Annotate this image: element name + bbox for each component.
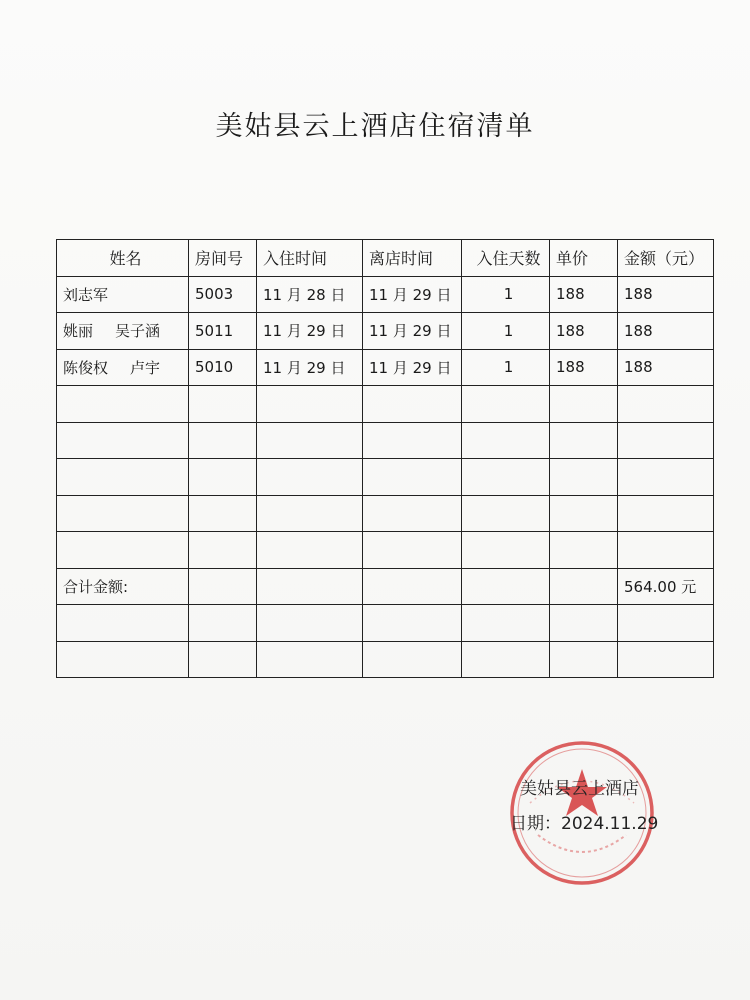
seal-date: 日期：2024.11.29 — [510, 814, 659, 834]
guest-name-cell — [57, 313, 189, 350]
lodging-table — [56, 239, 714, 678]
header-checkout: 离店时间 — [363, 240, 462, 277]
room-cell: 5011 — [189, 313, 257, 350]
checkin-cell: 11 月 28 日 — [257, 276, 363, 313]
total-row — [57, 568, 714, 605]
amount-cell: 188 — [618, 276, 714, 313]
room-cell: 5003 — [189, 276, 257, 313]
guest-name: 陈俊权 — [63, 358, 109, 377]
guest-name: 卢宇 — [130, 358, 161, 377]
empty-row — [57, 605, 714, 642]
header-amount: 金额（元） — [618, 240, 714, 277]
price-cell: 188 — [550, 276, 618, 313]
empty-row — [57, 459, 714, 496]
empty-row — [57, 532, 714, 569]
checkout-cell: 11 月 29 日 — [363, 313, 462, 350]
table-header-row — [57, 240, 714, 277]
header-price: 单价 — [550, 240, 618, 277]
header-days: 入住天数 — [462, 240, 550, 277]
header-room: 房间号 — [189, 240, 257, 277]
room-cell: 5010 — [189, 349, 257, 386]
amount-cell: 188 — [618, 313, 714, 350]
checkin-cell: 11 月 29 日 — [257, 313, 363, 350]
total-value: 564.00 元 — [618, 568, 714, 605]
document-title: 美姑县云上酒店住宿清单 — [215, 111, 535, 142]
guest-name: 刘志军 — [63, 285, 109, 304]
total-label: 合计金额: — [57, 568, 189, 605]
guest-name: 姚丽 — [63, 322, 94, 341]
checkin-cell: 11 月 29 日 — [257, 349, 363, 386]
checkout-cell: 11 月 29 日 — [363, 276, 462, 313]
empty-row — [57, 386, 714, 423]
guest-name-cell — [57, 349, 189, 386]
empty-row — [57, 641, 714, 678]
seal-hotel-name: 美姑县云上酒店 — [520, 779, 639, 799]
amount-cell: 188 — [618, 349, 714, 386]
table-row — [57, 313, 714, 350]
days-cell: 1 — [462, 313, 550, 350]
days-cell: 1 — [462, 276, 550, 313]
empty-row — [57, 495, 714, 532]
checkout-cell: 11 月 29 日 — [363, 349, 462, 386]
table-row — [57, 276, 714, 313]
days-cell: 1 — [462, 349, 550, 386]
header-checkin: 入住时间 — [257, 240, 363, 277]
empty-row — [57, 422, 714, 459]
price-cell: 188 — [550, 313, 618, 350]
guest-name-cell — [57, 276, 189, 313]
price-cell: 188 — [550, 349, 618, 386]
header-name: 姓名 — [57, 240, 189, 277]
table-row — [57, 349, 714, 386]
guest-name: 吴子涵 — [115, 322, 161, 341]
